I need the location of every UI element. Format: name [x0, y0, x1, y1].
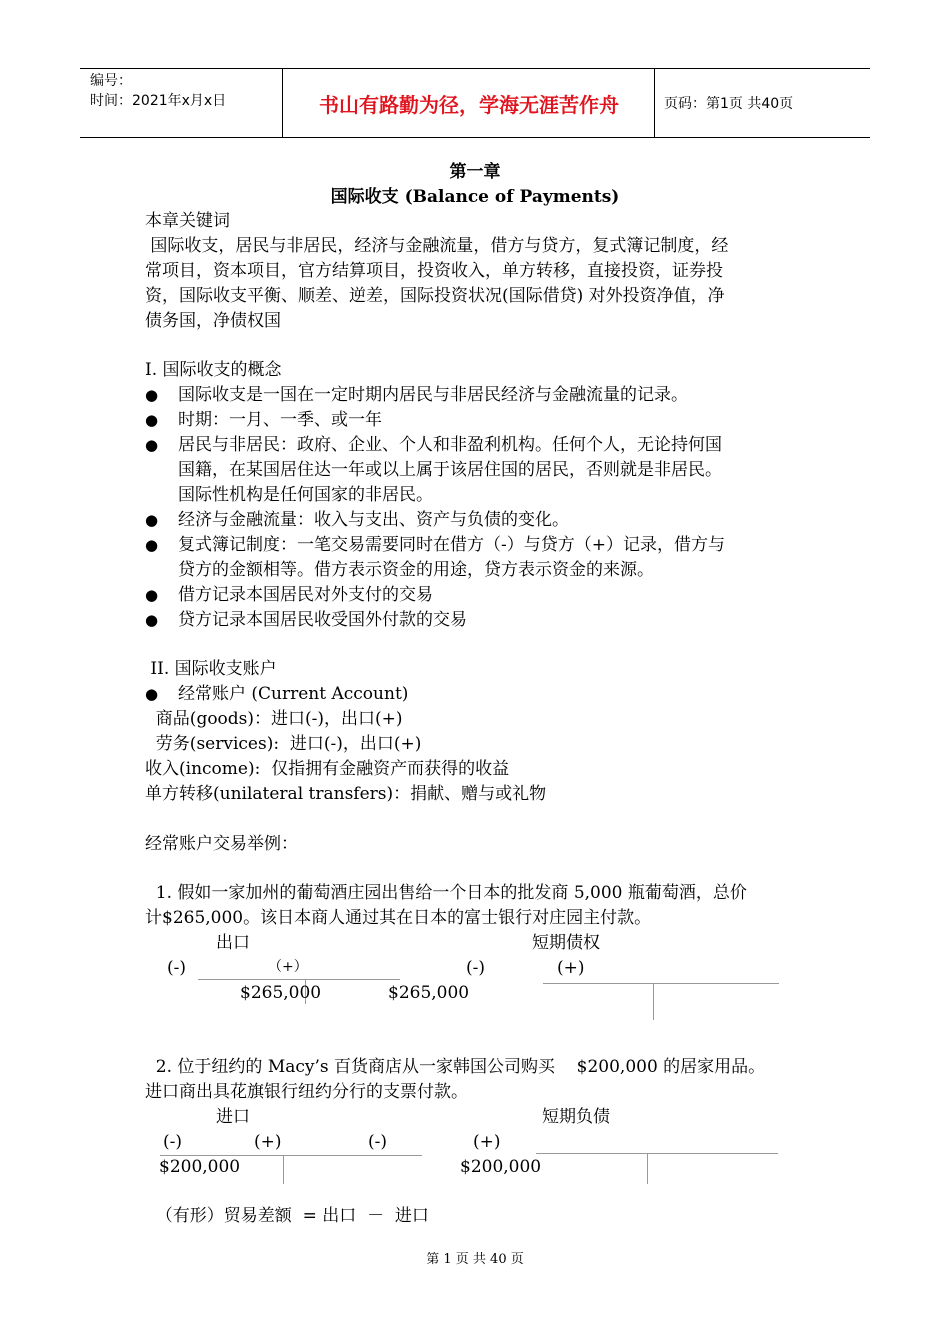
- date-label: 时间：2021年x月x日: [90, 93, 227, 109]
- example-text: 1. 假如一家加州的葡萄酒庄园出售给一个日本的批发商 5,000 瓶葡萄酒，总价: [145, 883, 747, 903]
- page-header: [80, 68, 870, 138]
- list-item-text: 贷方记录本国居民收受国外付款的交易: [178, 610, 467, 630]
- credit-label: (+): [473, 1132, 501, 1152]
- chapter-title: 国际收支 (Balance of Payments): [330, 187, 620, 207]
- bullet-icon: ●: [145, 586, 159, 604]
- number-label: 编号：: [90, 73, 132, 89]
- bullet-icon: ●: [145, 511, 159, 529]
- trade-balance-formula: （有形）贸易差额 = 出口 － 进口: [145, 1206, 429, 1226]
- keywords-line: 常项目，资本项目，官方结算项目，投资收入，单方转移，直接投资，证券投: [145, 261, 723, 281]
- list-item-text: 居民与非居民：政府、企业、个人和非盈利机构。任何个人，无论持何国: [178, 435, 722, 455]
- t-account-title: 出口: [216, 933, 250, 953]
- section-heading: I. 国际收支的概念: [145, 360, 282, 380]
- credit-label: (+): [254, 1132, 282, 1152]
- amount: $200,000: [460, 1157, 542, 1177]
- section-heading: II. 国际收支账户: [145, 659, 277, 679]
- bullet-icon: ●: [145, 536, 159, 554]
- example-text: 2. 位于纽约的 Macy’s 百货商店从一家韩国公司购买 $200,000 的居家用品。: [145, 1057, 766, 1077]
- account-line: 单方转移(unilateral transfers)：捐献、赠与或礼物: [145, 784, 547, 804]
- keywords-line: 国际收支，居民与非居民，经济与金融流量，借方与贷方，复式簿记制度，经: [145, 236, 729, 256]
- list-item-text: 时期：一月、一季、或一年: [178, 410, 382, 430]
- header-meta: [90, 71, 226, 111]
- bullet-icon: ●: [145, 611, 159, 629]
- t-account-hline: [543, 983, 779, 984]
- list-item-text: 国际收支是一国在一定时期内居民与非居民经济与金融流量的记录。: [178, 385, 688, 405]
- account-line: 商品(goods)：进口(-)，出口(+): [145, 709, 403, 729]
- example-text: 计$265,000。该日本商人通过其在日本的富士银行对庄园主付款。: [145, 908, 652, 928]
- list-item-text: 国际性机构是任何国家的非居民。: [178, 485, 433, 505]
- debit-label: (-): [167, 958, 187, 978]
- page-footer: 第 1 页 共 40 页: [426, 1252, 524, 1267]
- debit-label: (-): [368, 1132, 388, 1152]
- t-account-title: 进口: [216, 1107, 250, 1127]
- header-divider: [654, 69, 655, 137]
- list-item-text: 经济与金融流量：收入与支出、资产与负债的变化。: [178, 510, 569, 530]
- amount: $265,000: [240, 983, 322, 1003]
- keywords-heading: 本章关键词: [145, 211, 230, 231]
- list-item-text: 经常账户 (Current Account): [178, 684, 409, 704]
- credit-label: (+): [557, 958, 585, 978]
- keywords-line: 债务国，净债权国: [145, 311, 281, 331]
- t-account-hline: [198, 979, 400, 980]
- t-account-vline: [647, 1154, 648, 1184]
- t-account-vline: [283, 1156, 284, 1184]
- t-account-title: 短期负债: [542, 1107, 610, 1127]
- header-motto: 书山有路勤为径，学海无涯苦作舟: [319, 92, 619, 117]
- list-item-text: 复式簿记制度：一笔交易需要同时在借方（-）与贷方（+）记录，借方与: [178, 535, 725, 555]
- debit-label: (-): [466, 958, 486, 978]
- bullet-icon: ●: [145, 685, 159, 703]
- t-account-hline: [536, 1153, 778, 1154]
- bullet-icon: ●: [145, 411, 159, 429]
- bullet-icon: ●: [145, 386, 159, 404]
- account-line: 劳务(services): 进口(-)，出口(+): [145, 734, 422, 754]
- example-text: 进口商出具花旗银行纽约分行的支票付款。: [145, 1082, 468, 1102]
- header-divider: [282, 69, 283, 137]
- t-account-title: 短期债权: [532, 933, 600, 953]
- account-line: 收入(income): 仅指拥有金融资产而获得的收益: [145, 759, 510, 779]
- t-account-vline: [653, 984, 654, 1020]
- bullet-icon: ●: [145, 436, 159, 454]
- amount: $265,000: [388, 983, 470, 1003]
- list-item-text: 借方记录本国居民对外支付的交易: [178, 585, 433, 605]
- header-page-info: 页码：第1页 共40页: [664, 96, 794, 112]
- chapter-heading: 第一章: [449, 162, 501, 182]
- examples-heading: 经常账户交易举例：: [145, 834, 298, 854]
- amount: $200,000: [159, 1157, 241, 1177]
- debit-label: (-): [163, 1132, 183, 1152]
- keywords-line: 资，国际收支平衡、顺差、逆差，国际投资状况(国际借贷) 对外投资净值，净: [145, 286, 725, 306]
- credit-label: （+）: [268, 959, 308, 975]
- list-item-text: 贷方的金额相等。借方表示资金的用途，贷方表示资金的来源。: [178, 560, 654, 580]
- list-item-text: 国籍，在某国居住达一年或以上属于该居住国的居民，否则就是非居民。: [178, 460, 722, 480]
